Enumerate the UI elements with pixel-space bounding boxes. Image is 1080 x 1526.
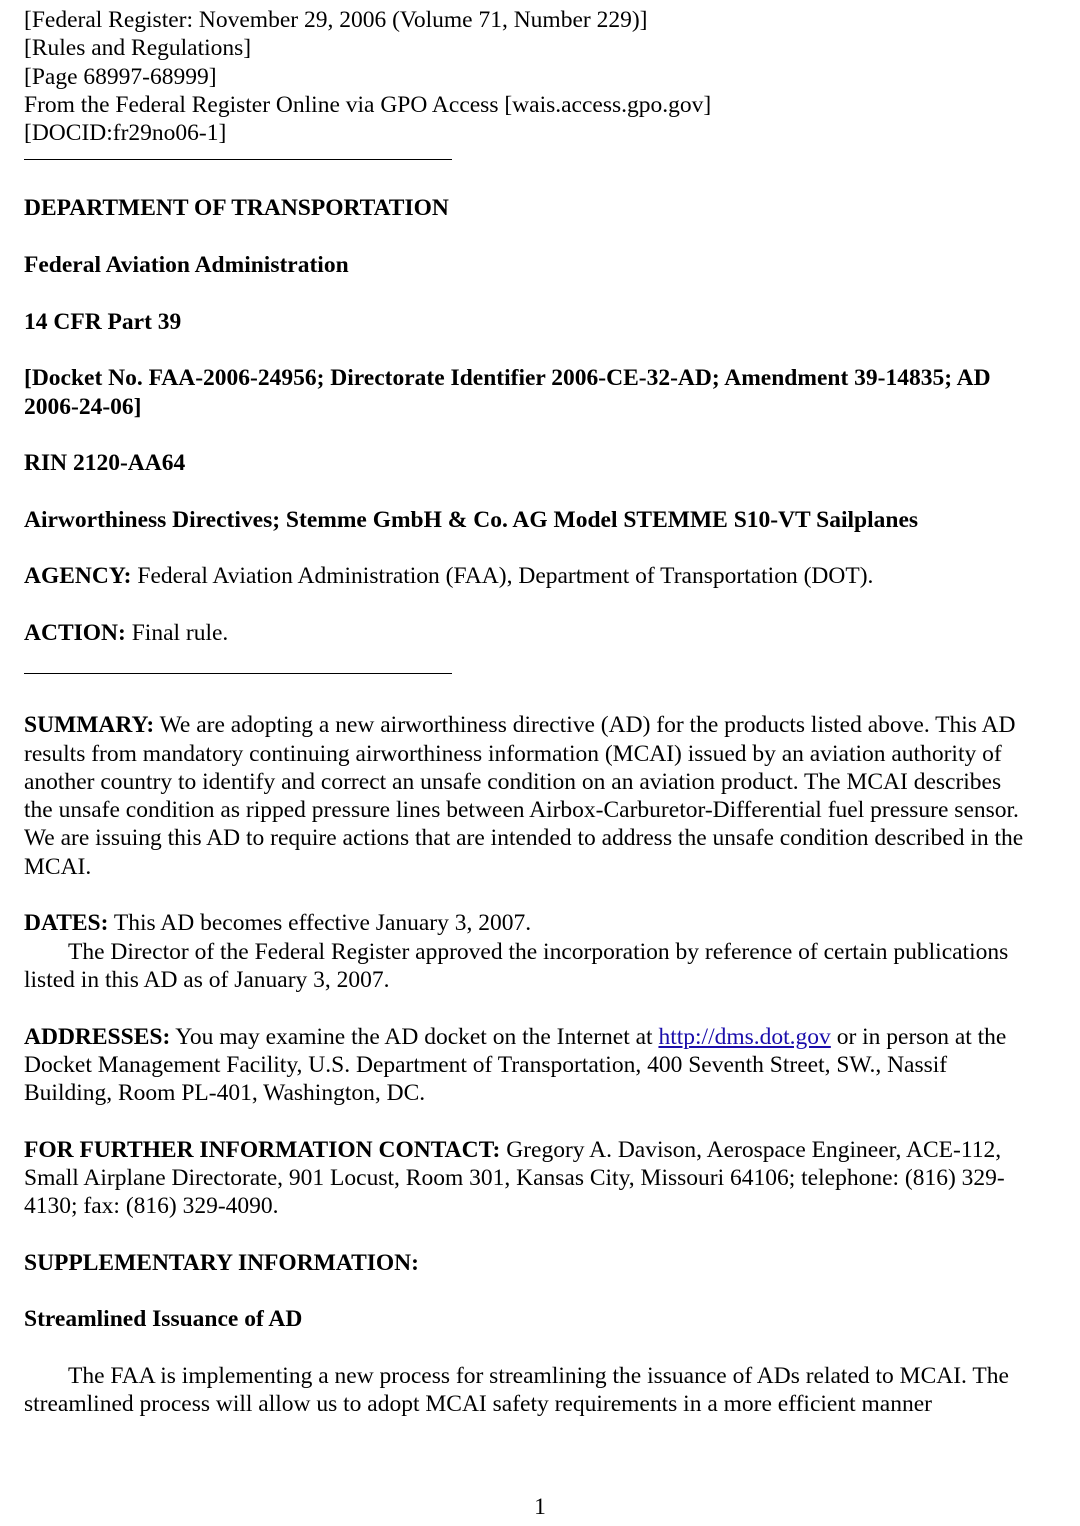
header-line-docid: [DOCID:fr29no06-1] [24, 120, 227, 147]
addresses-paragraph [24, 1023, 1034, 1108]
agency-heading: Federal Aviation Administration [24, 252, 349, 279]
action-text: Final rule. [125, 619, 229, 646]
header-line-rules: [Rules and Regulations] [24, 35, 252, 62]
addresses-text-before: You may examine the AD docket on the Internet at [170, 1023, 659, 1050]
header-block [24, 6, 1034, 147]
agency-paragraph [24, 562, 1034, 590]
action-label: ACTION: [24, 619, 126, 646]
dates-incorporation-paragraph: The Director of the Federal Register approved the incorporation by reference of certain publications listed in this AD as of January 3, 2007. [24, 938, 1009, 993]
document-title: Airworthiness Directives; Stemme GmbH & Co. AG Model STEMME S10-VT Sailplanes [24, 506, 919, 533]
dates-label: DATES: [24, 910, 109, 937]
summary-text: We are adopting a new airworthiness directive (AD) for the products listed above. This AD results from mandatory continuing airworthiness information (MCAI) issued by an aviation authority of another country to identify and correct an unsafe condition on an aviation product. The MCAI describes the unsafe condition as ripped pressure lines between Airbox-Carburetor-Differential fuel pressure sensor. We are issuing this AD to require actions that are intended to address the unsafe condition described in the MCAI. [24, 712, 1024, 880]
header-line-page: [Page 68997-68999] [24, 63, 217, 90]
addresses-text-after: or in person at the Docket Management Facility, U.S. Department of Transportation, 400 Seventh Street, SW., Nassif Building, Room PL-401, Washington, DC. [24, 1023, 1007, 1107]
streamlined-paragraph: The FAA is implementing a new process for streamlining the issuance of ADs related to MCAI. The streamlined process will allow us to adopt MCAI safety requirements in a more efficient manner [24, 1363, 1009, 1418]
header-line-federal-register: [Federal Register: November 29, 2006 (Volume 71, Number 229)] [24, 7, 648, 33]
docket-link[interactable]: http://dms.dot.gov [658, 1023, 831, 1050]
supplementary-heading: SUPPLEMENTARY INFORMATION: [24, 1249, 419, 1276]
agency-label: AGENCY: [24, 563, 132, 590]
dates-paragraph [24, 909, 1034, 937]
summary-label: SUMMARY: [24, 712, 155, 739]
dates-text: This AD becomes effective January 3, 2007. [108, 910, 532, 937]
addresses-label: ADDRESSES: [24, 1023, 171, 1050]
document-page [24, 6, 1034, 1419]
contact-text: Gregory A. Davison, Aerospace Engineer, ACE-112, Small Airplane Directorate, 901 Locust, Room 301, Kansas City, Missouri 64106; telephone: (816) 329-4130; fax: (816) 329-4090. [24, 1136, 1005, 1220]
contact-paragraph [24, 1136, 1034, 1221]
department-heading: DEPARTMENT OF TRANSPORTATION [24, 195, 449, 222]
agency-text: Federal Aviation Administration (FAA), Department of Transportation (DOT). [131, 563, 874, 590]
streamlined-subheading: Streamlined Issuance of AD [24, 1306, 303, 1333]
action-paragraph [24, 619, 1034, 647]
summary-paragraph [24, 711, 1034, 881]
header-line-source: From the Federal Register Online via GPO Access [wais.access.gpo.gov] [24, 91, 712, 118]
cfr-heading: 14 CFR Part 39 [24, 308, 182, 335]
docket-heading: [Docket No. FAA-2006-24956; Directorate Identifier 2006-CE-32-AD; Amendment 39-14835; AD 2006-24-06] [24, 365, 991, 420]
rin-heading: RIN 2120-AA64 [24, 450, 186, 477]
page-number: 1 [534, 1494, 546, 1520]
contact-label: FOR FURTHER INFORMATION CONTACT: [24, 1136, 501, 1163]
